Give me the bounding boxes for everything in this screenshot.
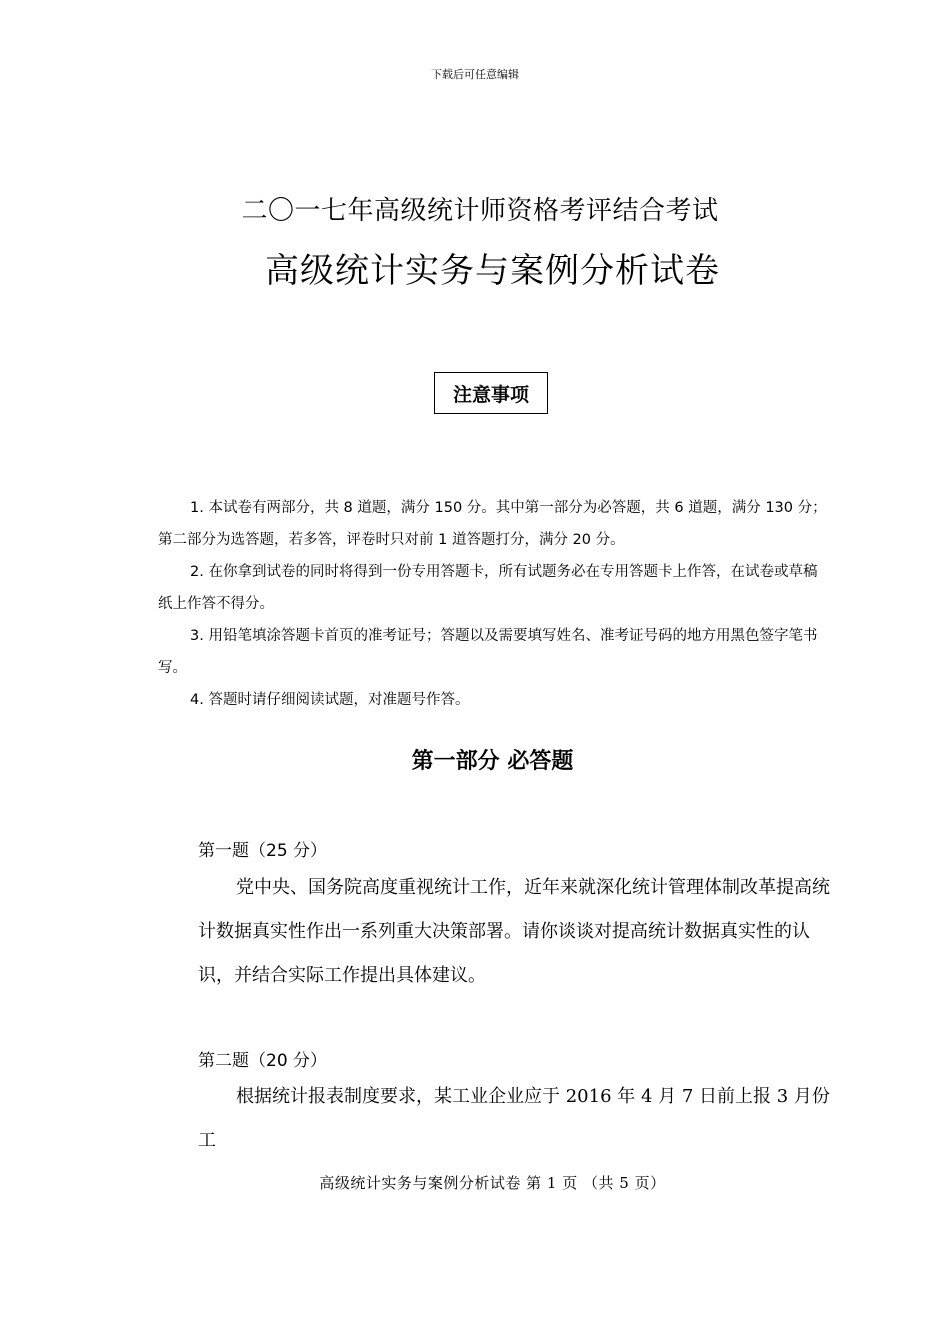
exam-title-line2: 高级统计实务与案例分析试卷 [265, 251, 720, 291]
notice-item-3: 3. 用铅笔填涂答题卡首页的准考证号；答题以及需要填写姓名、准考证号码的地方用黑色签字笔书写。 [158, 628, 818, 676]
notice-item-4: 4. 答题时请仔细阅读试题，对准题号作答。 [190, 692, 470, 708]
question1-title: 第一题（25 分） [198, 841, 328, 861]
notice-item-2: 2. 在你拿到试卷的同时将得到一份专用答题卡，所有试题务必在专用答题卡上作答，在试卷或草稿纸上作答不得分。 [158, 564, 818, 612]
question2-title: 第二题（20 分） [198, 1051, 328, 1071]
notice-heading-box [434, 372, 548, 414]
question1-body: 党中央、国务院高度重视统计工作，近年来就深化统计管理体制改革提高统计数据真实性作出一系列重大决策部署。请你谈谈对提高统计数据真实性的认识，并结合实际工作提出具体建议。 [198, 877, 830, 986]
notices-list [158, 492, 830, 716]
part1-title: 第一部分 必答题 [411, 749, 574, 774]
header-note: 下载后可任意编辑 [431, 68, 519, 81]
question2-body: 根据统计报表制度要求，某工业企业应于 2016 年 4 月 7 日前上报 3 月份工 [198, 1086, 830, 1151]
page-footer: 高级统计实务与案例分析试卷 第 1 页 （共 5 页） [319, 1174, 666, 1192]
exam-title-line1: 二〇一七年高级统计师资格考评结合考试 [241, 196, 719, 226]
notice-item-1: 1. 本试卷有两部分，共 8 道题，满分 150 分。其中第一部分为必答题，共 6 道题，满分 130 分；第二部分为选答题，若多答，评卷时只对前 1 道答题打分，满分 20 分。 [158, 500, 827, 548]
notice-heading: 注意事项 [452, 383, 529, 406]
